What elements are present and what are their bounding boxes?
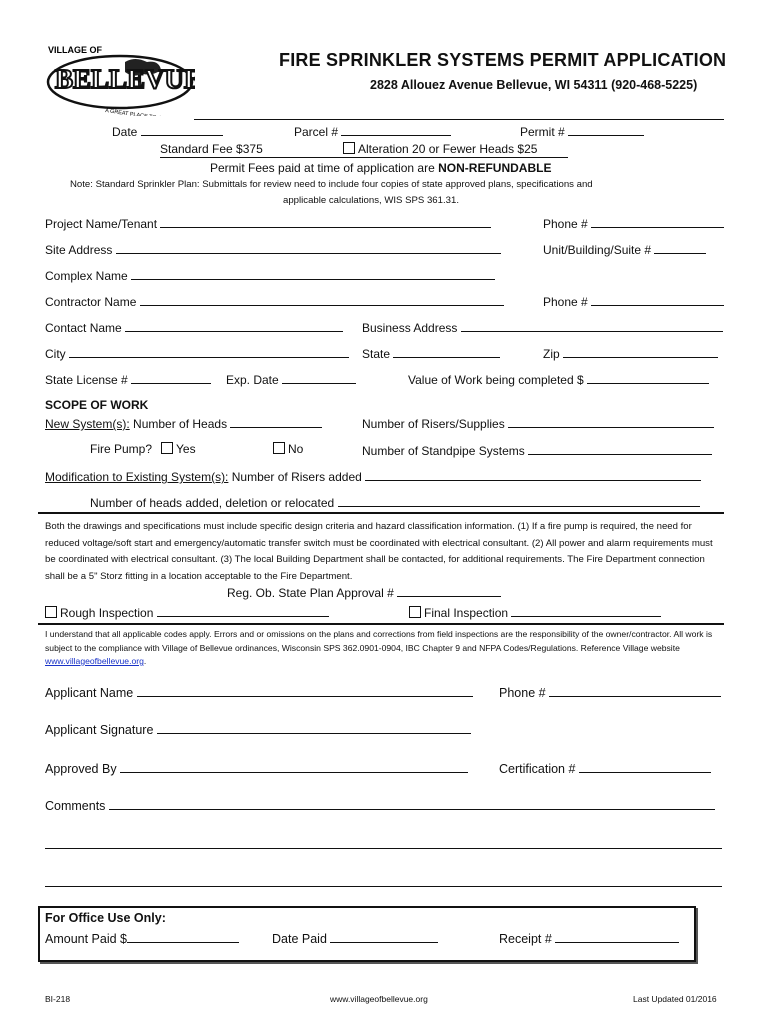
receipt-field[interactable]: Receipt #	[499, 930, 679, 946]
fire-pump-no[interactable]: No	[273, 442, 303, 456]
final-inspection-field[interactable]: Final Inspection	[409, 604, 661, 620]
form-title: FIRE SPRINKLER SYSTEMS PERMIT APPLICATION	[279, 50, 727, 70]
section-divider	[38, 512, 724, 514]
contractor-name-field[interactable]: Contractor Name	[45, 293, 504, 309]
final-inspection-checkbox[interactable]	[409, 606, 421, 618]
exp-date-field[interactable]: Exp. Date	[226, 371, 356, 387]
yes-checkbox[interactable]	[161, 442, 173, 454]
scope-heading: SCOPE OF WORK	[45, 398, 149, 412]
village-logo	[45, 44, 195, 114]
note-line-2: applicable calculations, WIS SPS 361.31.	[283, 195, 459, 206]
amount-paid-field[interactable]: Amount Paid $	[45, 930, 239, 946]
comments-field[interactable]: Comments	[45, 797, 715, 813]
project-name-field[interactable]: Project Name/Tenant	[45, 215, 491, 231]
office-address: 2828 Allouez Avenue Bellevue, WI 54311 (920-468-5225)	[370, 78, 698, 92]
last-updated: Last Updated 01/2016	[633, 994, 717, 1004]
contact-name-field[interactable]: Contact Name	[45, 319, 343, 335]
note-line-1: Note: Standard Sprinkler Plan: Submittals for review need to include four copies of state approved plans, specifications and	[70, 179, 593, 190]
fire-pump-yes[interactable]: Yes	[161, 442, 196, 456]
logo-name-text: BELLEVUE	[55, 64, 195, 94]
parcel-field[interactable]	[294, 123, 451, 139]
rough-inspection-field[interactable]: Rough Inspection	[45, 604, 329, 620]
logo-tagline-text: A GREAT PLACE TO GROW	[104, 108, 176, 116]
heads-added-field[interactable]: Number of heads added, deletion or relocated	[90, 494, 700, 510]
modification-risers-field[interactable]: Modification to Existing System(s): Number of Risers added	[45, 468, 701, 484]
section-divider-2	[38, 623, 724, 625]
date-paid-field[interactable]: Date Paid	[272, 930, 438, 946]
phone-field-1[interactable]: Phone #	[543, 215, 724, 231]
date-field[interactable]	[112, 123, 223, 139]
fees-notice: Permit Fees paid at time of application are NON-REFUNDABLE	[210, 161, 552, 175]
alteration-checkbox[interactable]	[343, 142, 355, 154]
village-website-link[interactable]: www.villageofbellevue.org	[45, 656, 144, 666]
unit-field[interactable]: Unit/Building/Suite #	[543, 241, 706, 257]
parcel-label: Parcel #	[294, 125, 339, 139]
approved-by-field[interactable]: Approved By	[45, 760, 468, 776]
fee-row	[160, 142, 568, 158]
standard-fee: Standard Fee $375	[160, 142, 263, 156]
state-plan-approval-field[interactable]: Reg. Ob. State Plan Approval #	[227, 584, 501, 600]
applicant-name-field[interactable]: Applicant Name	[45, 684, 473, 700]
permit-label: Permit #	[520, 125, 565, 139]
certification-field[interactable]: Certification #	[499, 760, 711, 776]
office-use-heading: For Office Use Only:	[45, 911, 166, 925]
new-systems-heads-field[interactable]: New System(s): Number of Heads	[45, 415, 322, 431]
phone-field-2[interactable]: Phone #	[543, 293, 724, 309]
modification-label: Modification to Existing System(s):	[45, 470, 229, 484]
city-field[interactable]: City	[45, 345, 349, 361]
standpipe-field[interactable]: Number of Standpipe Systems	[362, 442, 712, 458]
applicant-phone-field[interactable]: Phone #	[499, 684, 721, 700]
permit-field[interactable]	[520, 123, 644, 139]
state-field[interactable]: State	[362, 345, 500, 361]
logo-village-text: VILLAGE OF	[48, 45, 102, 55]
alteration-option[interactable]	[343, 142, 537, 156]
no-checkbox[interactable]	[273, 442, 285, 454]
comments-line-3[interactable]	[45, 886, 722, 887]
site-address-field[interactable]: Site Address	[45, 241, 501, 257]
rough-inspection-checkbox[interactable]	[45, 606, 57, 618]
new-systems-label: New System(s):	[45, 417, 130, 431]
footer-website: www.villageofbellevue.org	[330, 994, 428, 1004]
state-license-field[interactable]: State License #	[45, 371, 211, 387]
zip-field[interactable]: Zip	[543, 345, 718, 361]
form-code: BI-218	[45, 994, 71, 1004]
understanding-statement: I understand that all applicable codes apply. Errors and or omissions on the plans and corrections from field inspections are the responsibility of the owner/contractor. All work is subject to the compliance with Village of Bellevue ordinances, Wisconsin SPS 362.0901-0904, IBC Chapter 9 and NFPA Codes/Regulations. Reference Village website www.villageofbellevue.org.	[45, 629, 713, 666]
date-label: Date	[112, 125, 138, 139]
applicant-signature-field[interactable]: Applicant Signature	[45, 721, 471, 737]
fire-pump-label: Fire Pump?	[90, 442, 153, 456]
header-rule	[194, 119, 724, 120]
comments-line-2[interactable]	[45, 848, 722, 849]
drawings-requirements: Both the drawings and specifications must include specific design criteria and hazard classification information. (1) If a fire pump is required, the need for reduced voltage/soft start and emergency/automatic transfer switch must be coordinated with electrical consultant. (2) All power and alarm requirements must be coordinated with electrical consultant. (3) The local Building Department shall be contacted, for additional requirements. The Fire Department connection shall be a 5" Storz fitting in a location acceptable to the Fire Department.	[45, 521, 713, 582]
complex-name-field[interactable]: Complex Name	[45, 267, 495, 283]
business-address-field[interactable]: Business Address	[362, 319, 723, 335]
value-of-work-field[interactable]: Value of Work being completed $	[408, 371, 709, 387]
risers-supplies-field[interactable]: Number of Risers/Supplies	[362, 415, 714, 431]
alteration-label: Alteration 20 or Fewer Heads $25	[358, 142, 538, 156]
